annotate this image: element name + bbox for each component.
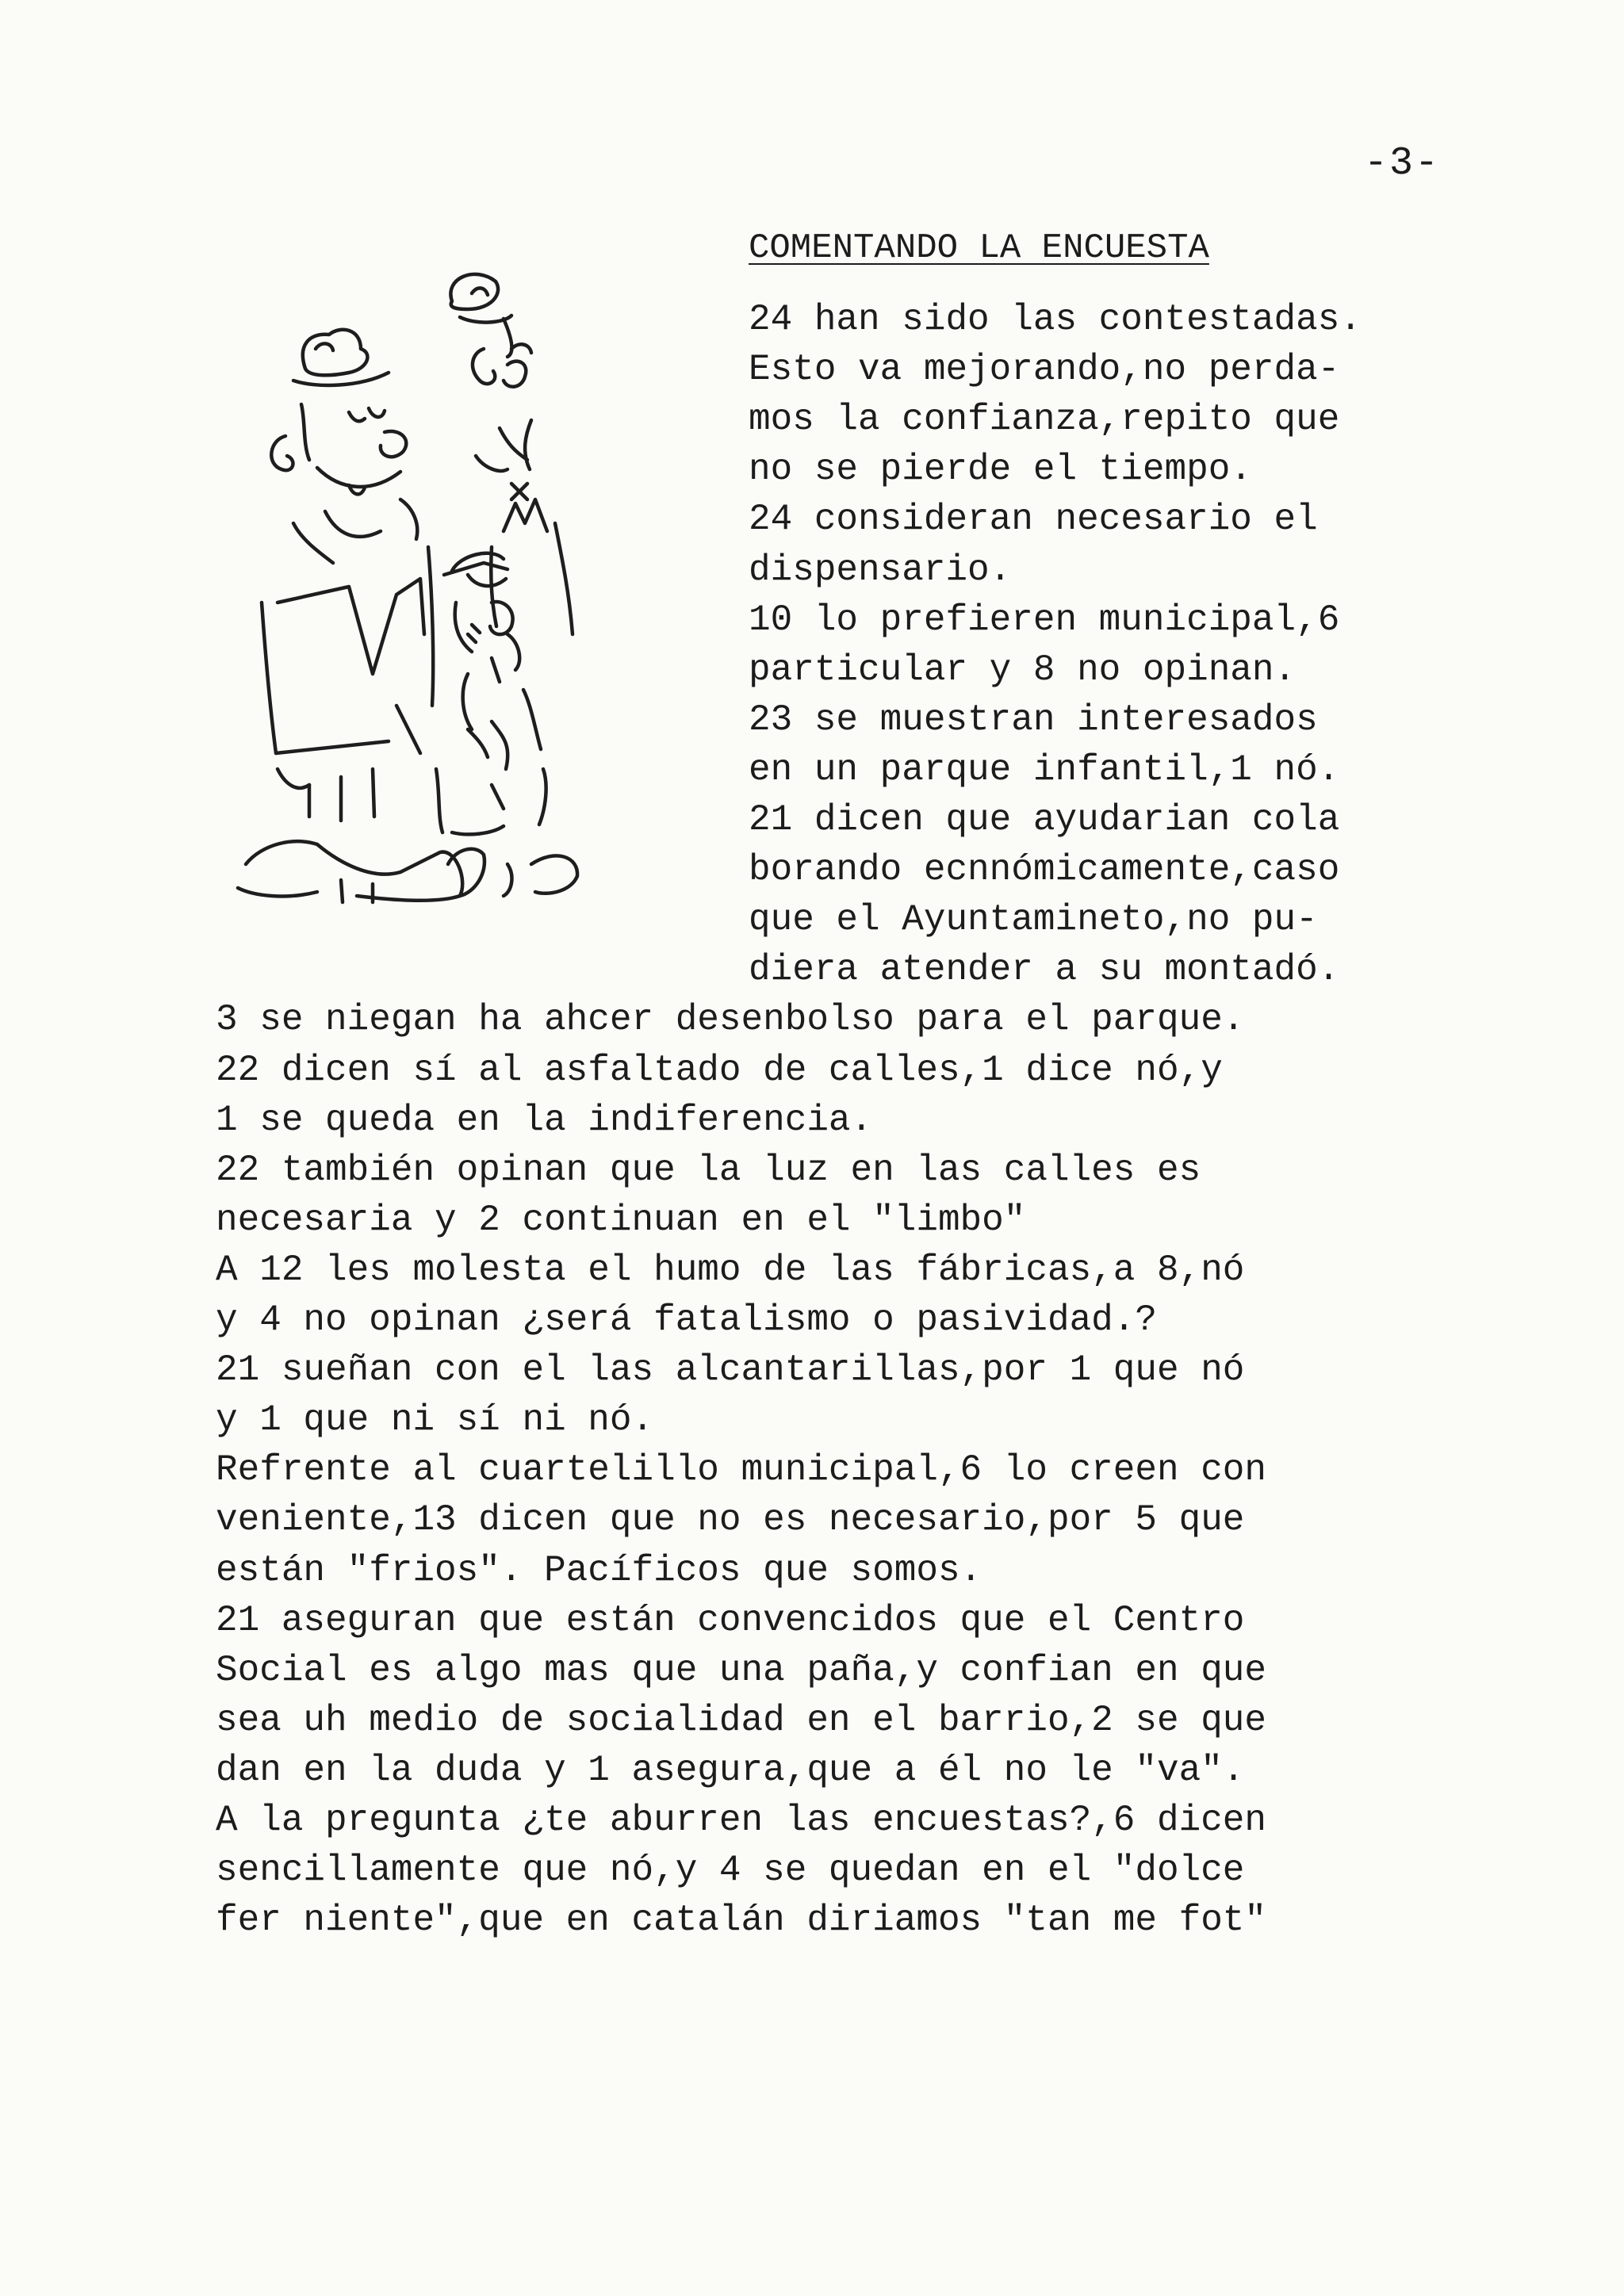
text-line: y 1 que ni sí ni nó. bbox=[216, 1399, 654, 1441]
text-line: 22 también opinan que la luz en las calles es bbox=[216, 1149, 1201, 1191]
text-line: 21 aseguran que están convencidos que el Centro bbox=[216, 1599, 1245, 1641]
text-line: mos la confianza,repito que bbox=[749, 399, 1340, 441]
text-line: A 12 les molesta el humo de las fábricas,a 8,nó bbox=[216, 1249, 1245, 1291]
text-line: Refrente al cuartelillo municipal,6 lo creen con bbox=[216, 1449, 1267, 1491]
text-line: 10 lo prefieren municipal,6 bbox=[749, 599, 1340, 641]
text-line: particular y 8 no opinan. bbox=[749, 649, 1297, 691]
text-line: en un parque infantil,1 nó. bbox=[749, 748, 1340, 790]
page-heading: COMENTANDO LA ENCUESTA bbox=[749, 228, 1209, 268]
text-line: necesaria y 2 continuan en el "limbo" bbox=[216, 1199, 1026, 1241]
text-line: 21 dicen que ayudarian cola bbox=[749, 799, 1340, 840]
text-line: borando ecnnómicamente,caso bbox=[749, 849, 1340, 891]
text-line: sencillamente que nó,y 4 se quedan en el "dolce bbox=[216, 1850, 1245, 1892]
text-line: 21 sueñan con el las alcantarillas,por 1 que nó bbox=[216, 1349, 1245, 1391]
text-line: Social es algo mas que una paña,y confian en que bbox=[216, 1649, 1267, 1691]
text-line: fer niente",que en catalán diriamos "tan me fot" bbox=[216, 1900, 1267, 1942]
text-line: dan en la duda y 1 asegura,que a él no le "va". bbox=[216, 1749, 1245, 1791]
text-line: 3 se niegan ha ahcer desenbolso para el parque. bbox=[216, 999, 1245, 1041]
text-line: no se pierde el tiempo. bbox=[749, 449, 1252, 491]
text-line: sea uh medio de socialidad en el barrio,2 se que bbox=[216, 1699, 1267, 1741]
text-line: 1 se queda en la indiferencia. bbox=[216, 1099, 873, 1141]
text-line: Esto va mejorando,no perda- bbox=[749, 349, 1340, 391]
text-line: y 4 no opinan ¿será fatalismo o pasividad.? bbox=[216, 1299, 1157, 1341]
cartoon-three-men-icon bbox=[230, 262, 642, 943]
text-line: 22 dicen sí al asfaltado de calles,1 dice nó,y bbox=[216, 1049, 1223, 1091]
text-line: 24 han sido las contestadas. bbox=[749, 299, 1362, 340]
text-line: 24 consideran necesario el bbox=[749, 499, 1318, 541]
text-line: veniente,13 dicen que no es necesario,por 5 que bbox=[216, 1499, 1245, 1541]
text-line: 23 se muestran interesados bbox=[749, 698, 1318, 740]
text-line: que el Ayuntamineto,no pu- bbox=[749, 899, 1318, 941]
page-number: -3- bbox=[1364, 141, 1441, 186]
text-line: están "frios". Pacíficos que somos. bbox=[216, 1549, 982, 1591]
text-line: A la pregunta ¿te aburren las encuestas?,6 dicen bbox=[216, 1800, 1267, 1841]
text-line: dispensario. bbox=[749, 549, 1012, 591]
text-line: diera atender a su montadó. bbox=[749, 949, 1340, 991]
